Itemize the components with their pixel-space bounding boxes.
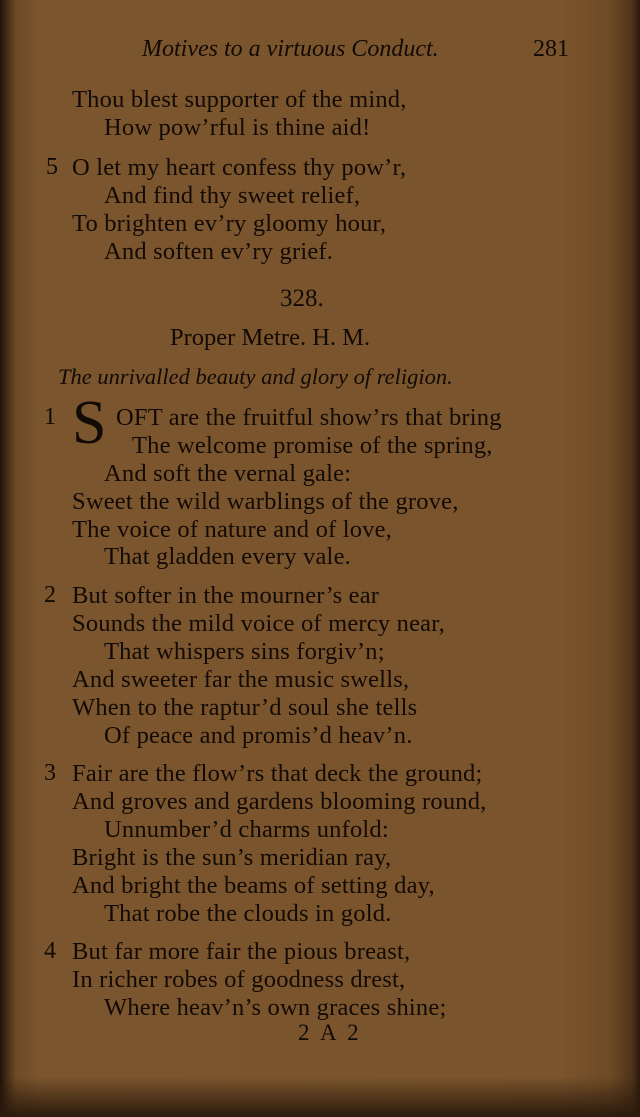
verse-number: 1 xyxy=(44,404,56,430)
signature-mark: 2 A 2 xyxy=(298,1020,362,1045)
hymn-title: The unrivalled beauty and glory of religion. xyxy=(58,364,453,389)
running-header: Motives to a virtuous Conduct. xyxy=(142,36,439,62)
verse-line: Bright is the sun’s meridian ray, xyxy=(72,844,392,871)
verse-line: The welcome promise of the spring, xyxy=(132,432,493,459)
verse-line: Sweet the wild warblings of the grove, xyxy=(72,488,459,515)
verse-line: Sounds the mild voice of mercy near, xyxy=(72,610,445,637)
verse-line: And sweeter far the music swells, xyxy=(72,666,410,693)
verse-line: When to the raptur’d soul she tells xyxy=(72,694,418,721)
verse-line: In richer robes of goodness drest, xyxy=(72,966,406,993)
verse-number: 4 xyxy=(44,938,56,964)
verse-line: OFT are the fruitful show’rs that bring xyxy=(116,404,502,431)
verse-line: Fair are the flow’rs that deck the ground; xyxy=(72,760,483,787)
verse-line: And soft the vernal gale: xyxy=(104,460,352,487)
verse-line: Unnumber’d charms unfold: xyxy=(104,816,389,843)
verse-line: That robe the clouds in gold. xyxy=(104,900,392,927)
verse-number: 2 xyxy=(44,582,56,608)
verse-line: That gladden every vale. xyxy=(104,543,351,570)
page-number: 281 xyxy=(533,36,569,62)
verse-line: And soften ev’ry grief. xyxy=(104,238,334,265)
verse-line: The voice of nature and of love, xyxy=(72,516,393,543)
drop-cap: S xyxy=(72,389,107,457)
verse-line: And find thy sweet relief, xyxy=(104,182,361,209)
hymn-metre: Proper Metre. H. M. xyxy=(170,324,371,351)
verse-line: Where heav’n’s own graces shine; xyxy=(104,994,447,1021)
verse-line: And groves and gardens blooming round, xyxy=(72,788,487,815)
hymn-number: 328. xyxy=(280,285,324,312)
verse-line: How pow’rful is thine aid! xyxy=(104,114,371,141)
verse-line: But far more fair the pious breast, xyxy=(72,938,411,965)
verse-number: 3 xyxy=(44,760,56,786)
verse-line: Thou blest supporter of the mind, xyxy=(72,86,407,113)
verse-line: And bright the beams of setting day, xyxy=(72,872,435,899)
verse-line: That whispers sins forgiv’n; xyxy=(104,638,385,665)
verse-line: To brighten ev’ry gloomy hour, xyxy=(72,210,387,237)
verse-number: 5 xyxy=(46,154,58,180)
verse-line: O let my heart confess thy pow’r, xyxy=(72,154,407,181)
verse-line: Of peace and promis’d heav’n. xyxy=(104,722,413,749)
verse-line: But softer in the mourner’s ear xyxy=(72,582,380,609)
